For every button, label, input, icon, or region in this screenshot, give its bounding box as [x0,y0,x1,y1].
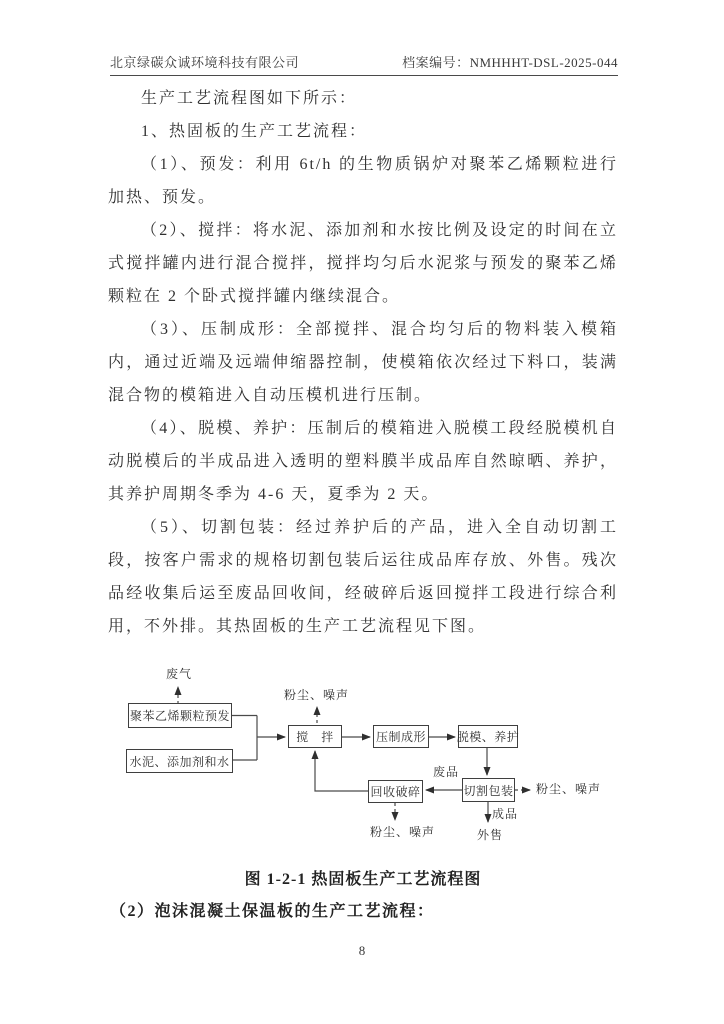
header-company: 北京绿碳众诚环境科技有限公司 [110,55,300,70]
paragraph-step1: （1）、预发：利用 6t/h 的生物质锅炉对聚苯乙烯颗粒进行加热、预发。 [108,156,618,206]
paragraph-item1-title: 1、热固板的生产工艺流程： [141,123,368,140]
header-doc-number [402,52,618,71]
section-heading-item2: （2）泡沫混凝土保温板的生产工艺流程： [110,903,435,920]
paragraph-step3: （3）、压制成形：全部搅拌、混合均匀后的物料装入模箱内，通过近端及远端伸缩器控制，使模箱依次经过下料口，装满混合物的模箱进入自动压模机进行压制。 [108,321,618,404]
label-scrap: 废品 [433,765,460,779]
doc-number-label: 档案编号： [402,55,470,70]
arrow-recycle-to-mix [315,751,368,791]
node-cutting-packing: 切割包装 [462,778,515,802]
figure-caption: 图 1-2-1 热固板生产工艺流程图 [244,871,482,888]
body-text [108,82,618,643]
label-external-sale: 外售 [477,828,504,842]
node-prefoaming: 聚苯乙烯颗粒预发 [128,703,232,728]
label-dust-noise-bottom: 粉尘、噪声 [370,825,436,839]
paragraph-step2: （2）、搅拌：将水泥、添加剂和水按比例及设定的时间在立式搅拌罐内进行混合搅拌，搅拌均匀后水泥浆与预发的聚苯乙烯颗粒在 2 个卧式搅拌罐内继续混合。 [108,222,618,305]
flow-diagram [100,660,624,855]
node-recycle-crushing: 回收破碎 [368,780,423,803]
node-mixing: 搅 拌 [288,725,342,748]
node-cement-additive-water: 水泥、添加剂和水 [126,749,233,773]
doc-number-value: NMHHHT-DSL-2025-044 [469,55,618,70]
label-dust-noise-right: 粉尘、噪声 [536,782,602,796]
label-dust-noise-top: 粉尘、噪声 [284,688,350,702]
paragraph-step4: （4）、脱模、养护：压制后的模箱进入脱模工段经脱模机自动脱模后的半成品进入透明的塑料膜半成品库自然晾晒、养护，其养护周期冬季为 4-6 天，夏季为 2 天。 [108,420,618,503]
paragraph-intro: 生产工艺流程图如下所示： [141,90,358,107]
label-waste-gas: 废气 [166,667,193,681]
label-finished-product: 成品 [492,807,519,821]
paragraph-step5: （5）、切割包装：经过养护后的产品，进入全自动切割工段，按客户需求的规格切割包装后运往成品库存放、外售。残次品经收集后运至废品回收间，经破碎后返回搅拌工段进行综合利用，不外排。其热固板的生产工艺流程见下图。 [108,519,618,635]
document-header [110,52,618,76]
page-number: 8 [358,943,366,958]
node-press-forming: 压制成形 [373,725,429,748]
node-demold-curing: 脱模、养护 [458,725,518,748]
